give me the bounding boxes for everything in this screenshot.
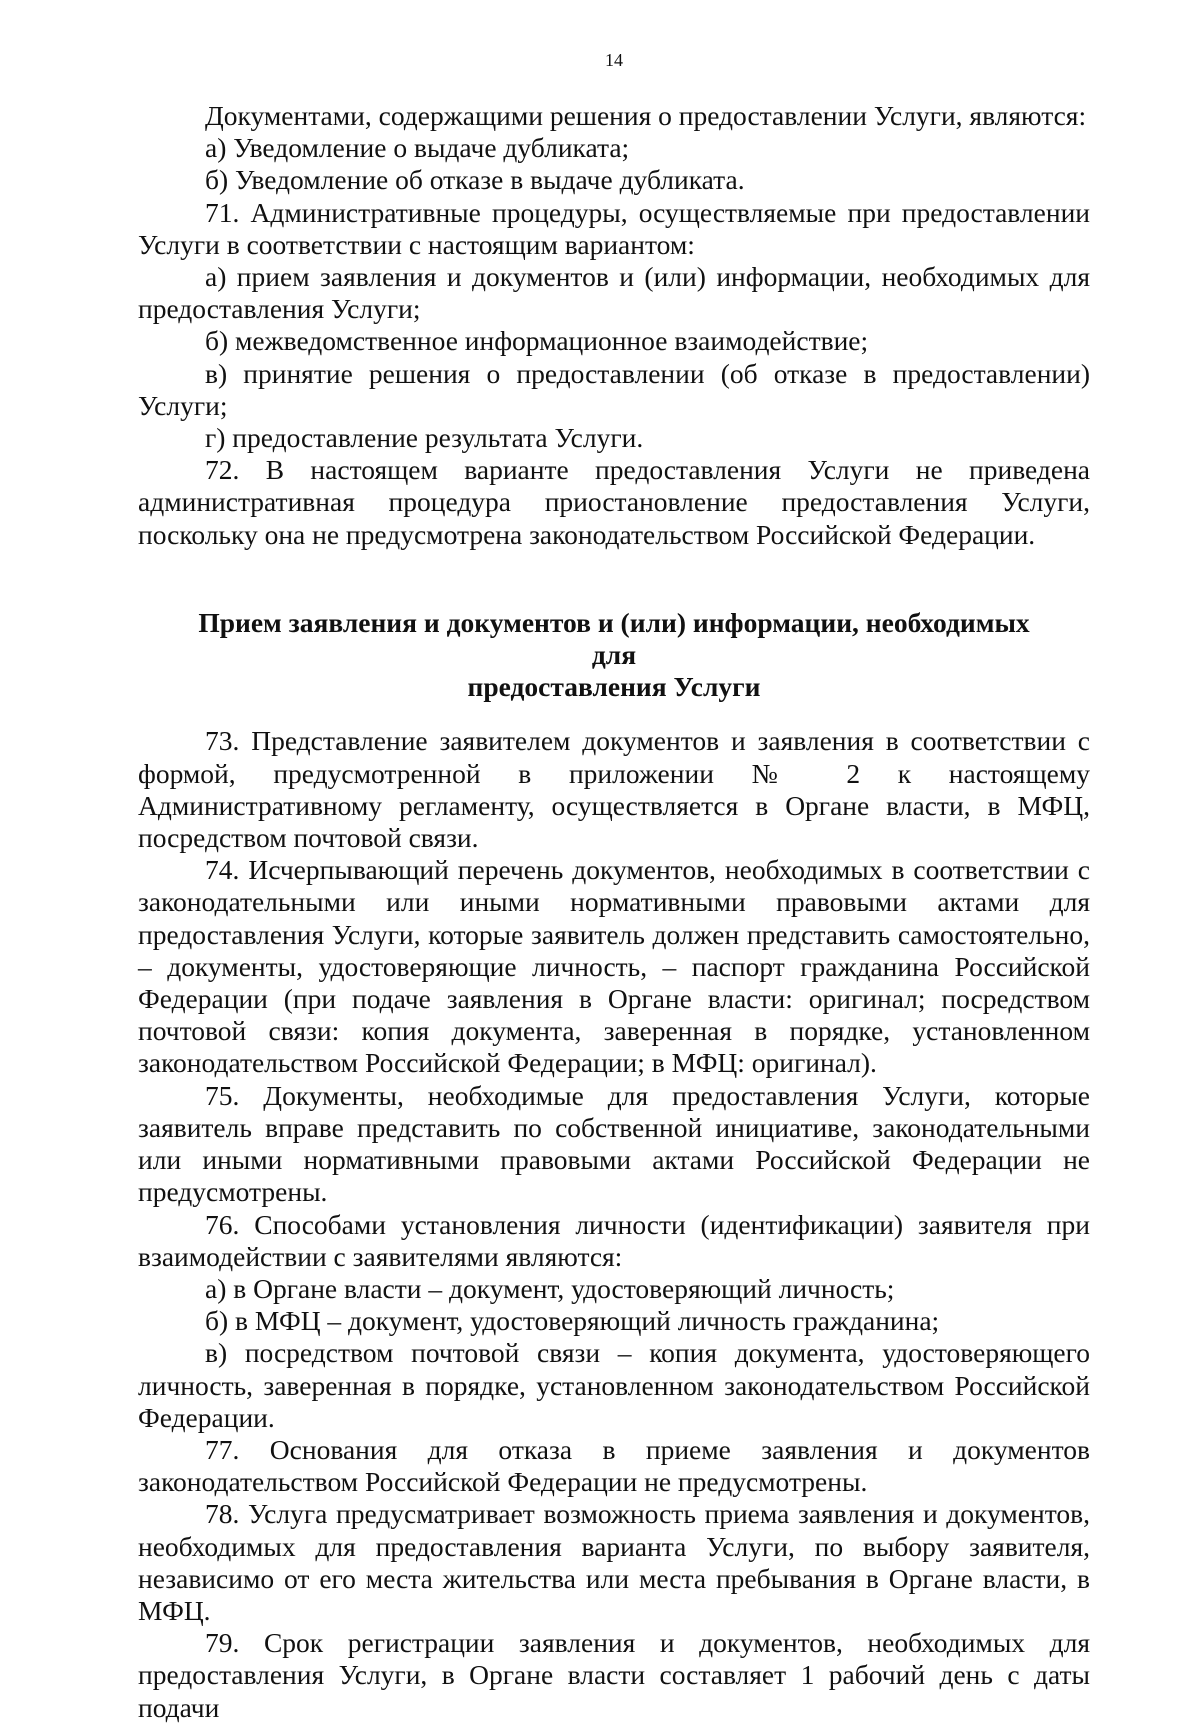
paragraph-76-item-b: б) в МФЦ – документ, удостоверяющий личность гражданина; bbox=[205, 1305, 940, 1337]
section-heading-line-1: Прием заявления и документов и (или) информации, необходимых для bbox=[198, 606, 1030, 671]
paragraph-79: 79. Срок регистрации заявления и документов, необходимых для предоставления Услуги, в Органе власти составляет 1 рабочий день с даты подачи bbox=[138, 1627, 1090, 1723]
paragraph-77: 77. Основания для отказа в приеме заявления и документов законодательством Российской Федерации не предусмотрены. bbox=[138, 1433, 1090, 1498]
paragraph-71: 71. Административные процедуры, осуществляемые при предоставлении Услуги в соответствии с настоящим вариантом: bbox=[138, 196, 1090, 260]
paragraph-78: 78. Услуга предусматривает возможность приема заявления и документов, необходимых для предоставления варианта Услуги, по выбору заявителя, независимо от его места жительства или места пребывания в Органе власти, в МФЦ. bbox=[138, 1498, 1090, 1626]
paragraph-76-item-c: в) посредством почтовой связи – копия документа, удостоверяющего личность, заверенная в порядке, установленном законодательством Российской Федерации. bbox=[138, 1337, 1090, 1433]
paragraph-76-item-a: а) в Органе власти – документ, удостоверяющий личность; bbox=[205, 1272, 895, 1304]
page-number: 14 bbox=[605, 50, 623, 70]
paragraph-76: 76. Способами установления личности (идентификации) заявителя при взаимодействии с заявителями являются: bbox=[138, 1208, 1090, 1272]
intro-item-a: а) Уведомление о выдаче дубликата; bbox=[205, 132, 630, 164]
paragraph-71-item-b: б) межведомственное информационное взаимодействие; bbox=[205, 325, 869, 357]
paragraph-74: 74. Исчерпывающий перечень документов, необходимых в соответствии с законодательными или иными нормативными правовыми актами для предоставления Услуги, которые заявитель должен представить самостоятельно, – документы, удостоверяющие личность, – паспорт гражданина Российской Федерации (при подаче заявления в Органе власти: оригинал; посредством почтовой связи: копия документа, заверенная в порядке, установленном законодательством Российской Федерации; в МФЦ: оригинал). bbox=[138, 854, 1090, 1079]
intro-item-b: б) Уведомление об отказе в выдаче дубликата. bbox=[205, 164, 745, 196]
section-heading bbox=[138, 607, 1090, 704]
section-heading-line-2: предоставления Услуги bbox=[467, 671, 761, 703]
paragraph-71-item-c: в) принятие решения о предоставлении (об отказе в предоставлении) Услуги; bbox=[138, 357, 1090, 421]
paragraph-75: 75. Документы, необходимые для предоставления Услуги, которые заявитель вправе представить по собственной инициативе, законодательными или иными нормативными правовыми актами Российской Федерации не предусмотрены. bbox=[138, 1079, 1090, 1208]
paragraph-71-item-d: г) предоставление результата Услуги. bbox=[205, 422, 644, 454]
paragraph-73: 73. Представление заявителем документов и заявления в соответствии с формой, предусмотренной в приложении № 2 к настоящему Административному регламенту, осуществляется в Органе власти, в МФЦ, посредством почтовой связи. bbox=[138, 725, 1090, 854]
paragraph-71-item-a: а) прием заявления и документов и (или) информации, необходимых для предоставления Услуги; bbox=[138, 261, 1090, 325]
intro-line: Документами, содержащими решения о предоставлении Услуги, являются: bbox=[205, 100, 1087, 131]
paragraph-72: 72. В настоящем варианте предоставления Услуги не приведена административная процедура приостановление предоставления Услуги, поскольку она не предусмотрена законодательством Российской Федерации. bbox=[138, 454, 1090, 550]
